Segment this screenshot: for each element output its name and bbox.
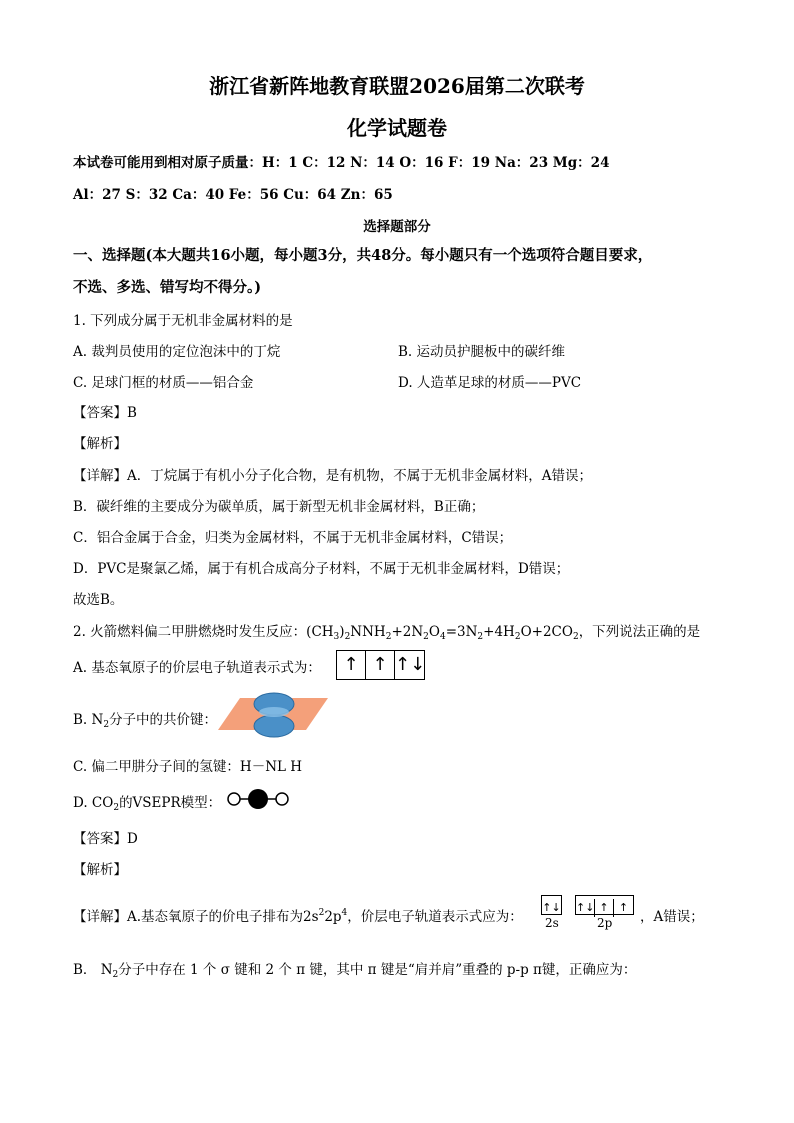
- q1-option-b: B. 运动员护腿板中的碳纤维: [398, 344, 566, 360]
- exam-title: 浙江省新阵地教育联盟2026届第二次联考: [209, 74, 585, 98]
- q2-option-d: D. $CO_2$的VSEPR模型：: [73, 795, 222, 813]
- q2-analysis-label: 【解析】: [73, 862, 127, 878]
- q1-option-d: D. 人造革足球的材质——PVC: [398, 375, 582, 391]
- orbital-2p-label: 2p: [597, 916, 613, 930]
- orbital-cell: ↑: [595, 899, 614, 917]
- orbital-cell: ↑: [618, 900, 629, 914]
- q1-detail-d: D．PVC是聚氯乙烯，属于有机合成高分子材料，不属于无机非金属材料，D错误；: [73, 561, 570, 577]
- orbital-cell: ↑: [337, 651, 366, 679]
- orbital-2s-box: [541, 894, 562, 915]
- q1-detail-a: 【详解】A．丁烷属于有机小分子化合物，是有机物，不属于无机非金属材料，A错误；: [73, 468, 592, 484]
- q2-option-c: C. 偏二甲肼分子间的氢键：H－NL H: [73, 759, 303, 775]
- q1-option-c: C. 足球门框的材质——铝合金: [73, 375, 254, 391]
- q2-detail-b: B． $N_2$分子中存在 1 个 σ 键和 2 个 π 键，其中 π 键是“肩并肩”重叠的 p-p π键，正确应为：: [73, 962, 637, 980]
- lobe-highlight: [259, 707, 289, 717]
- q2-option-b: B. $N_2$分子中的共价键：: [73, 712, 218, 730]
- q1-detail-c: C．铝合金属于合金，归类为金属材料，不属于无机非金属材料，C错误；: [73, 530, 513, 546]
- q1-conclusion: 故选B。: [73, 592, 124, 608]
- q1-answer: 【答案】B: [73, 405, 137, 421]
- orbital-cell: ↑↓: [395, 654, 426, 675]
- section-instruction-line2: 不选、多选、错写均不得分。): [73, 279, 262, 296]
- orbital-cell: ↑: [366, 651, 395, 679]
- orbital-2s-label: 2s: [545, 916, 559, 930]
- carbon-atom: [248, 789, 268, 809]
- atomic-masses-line2: Al：27 S：32 Ca：40 Fe：56 Cu：64 Zn：65: [73, 187, 393, 203]
- orbital-cell: ↑↓: [576, 899, 595, 917]
- q2-option-a-orbital-diagram: [336, 650, 425, 680]
- q2-stem: 2. 火箭燃料偏二甲肼燃烧时发生反应：$(CH_3)_2NNH_2+2N_2O_4=3N_2+4H_2O+2CO_2$，下列说法正确的是: [73, 624, 701, 642]
- co2-vsepr-model-image: [224, 788, 292, 810]
- section-instruction-line1: 一、选择题(本大题共16小题，每小题3分，共48分。每小题只有一个选项符合题目要求，: [73, 247, 653, 264]
- oxygen-atom: [228, 793, 240, 805]
- q2-detail-a: 【详解】A.基态氧原子的价电子排布为$2s^22p^4$，价层电子轨道表示式应为：: [73, 908, 523, 925]
- oxygen-atom: [276, 793, 288, 805]
- q2-option-a: A. 基态氧原子的价层电子轨道表示式为：: [73, 660, 321, 676]
- orbital-cell: ↑↓: [542, 900, 561, 914]
- q1-option-a: A. 裁判员使用的定位泡沫中的丁烷: [73, 344, 281, 360]
- q1-analysis-label: 【解析】: [73, 436, 127, 452]
- q1-detail-b: B．碳纤维的主要成分为碳单质，属于新型无机非金属材料，B正确；: [73, 499, 485, 515]
- q2-detail-a-end: ，A错误；: [640, 909, 704, 925]
- q2-answer: 【答案】D: [73, 831, 138, 847]
- lower-lobe: [254, 715, 294, 737]
- orbital-2p-box: [575, 894, 634, 915]
- exam-subtitle: 化学试题卷: [347, 116, 447, 140]
- pi-bond-orbital-image: [218, 690, 330, 742]
- q1-stem: 1. 下列成分属于无机非金属材料的是: [73, 313, 293, 329]
- atomic-masses-line1: 本试卷可能用到相对原子质量：H：1 C：12 N：14 O：16 F：19 Na：23 Mg：24: [73, 155, 610, 171]
- section-title: 选择题部分: [363, 219, 431, 235]
